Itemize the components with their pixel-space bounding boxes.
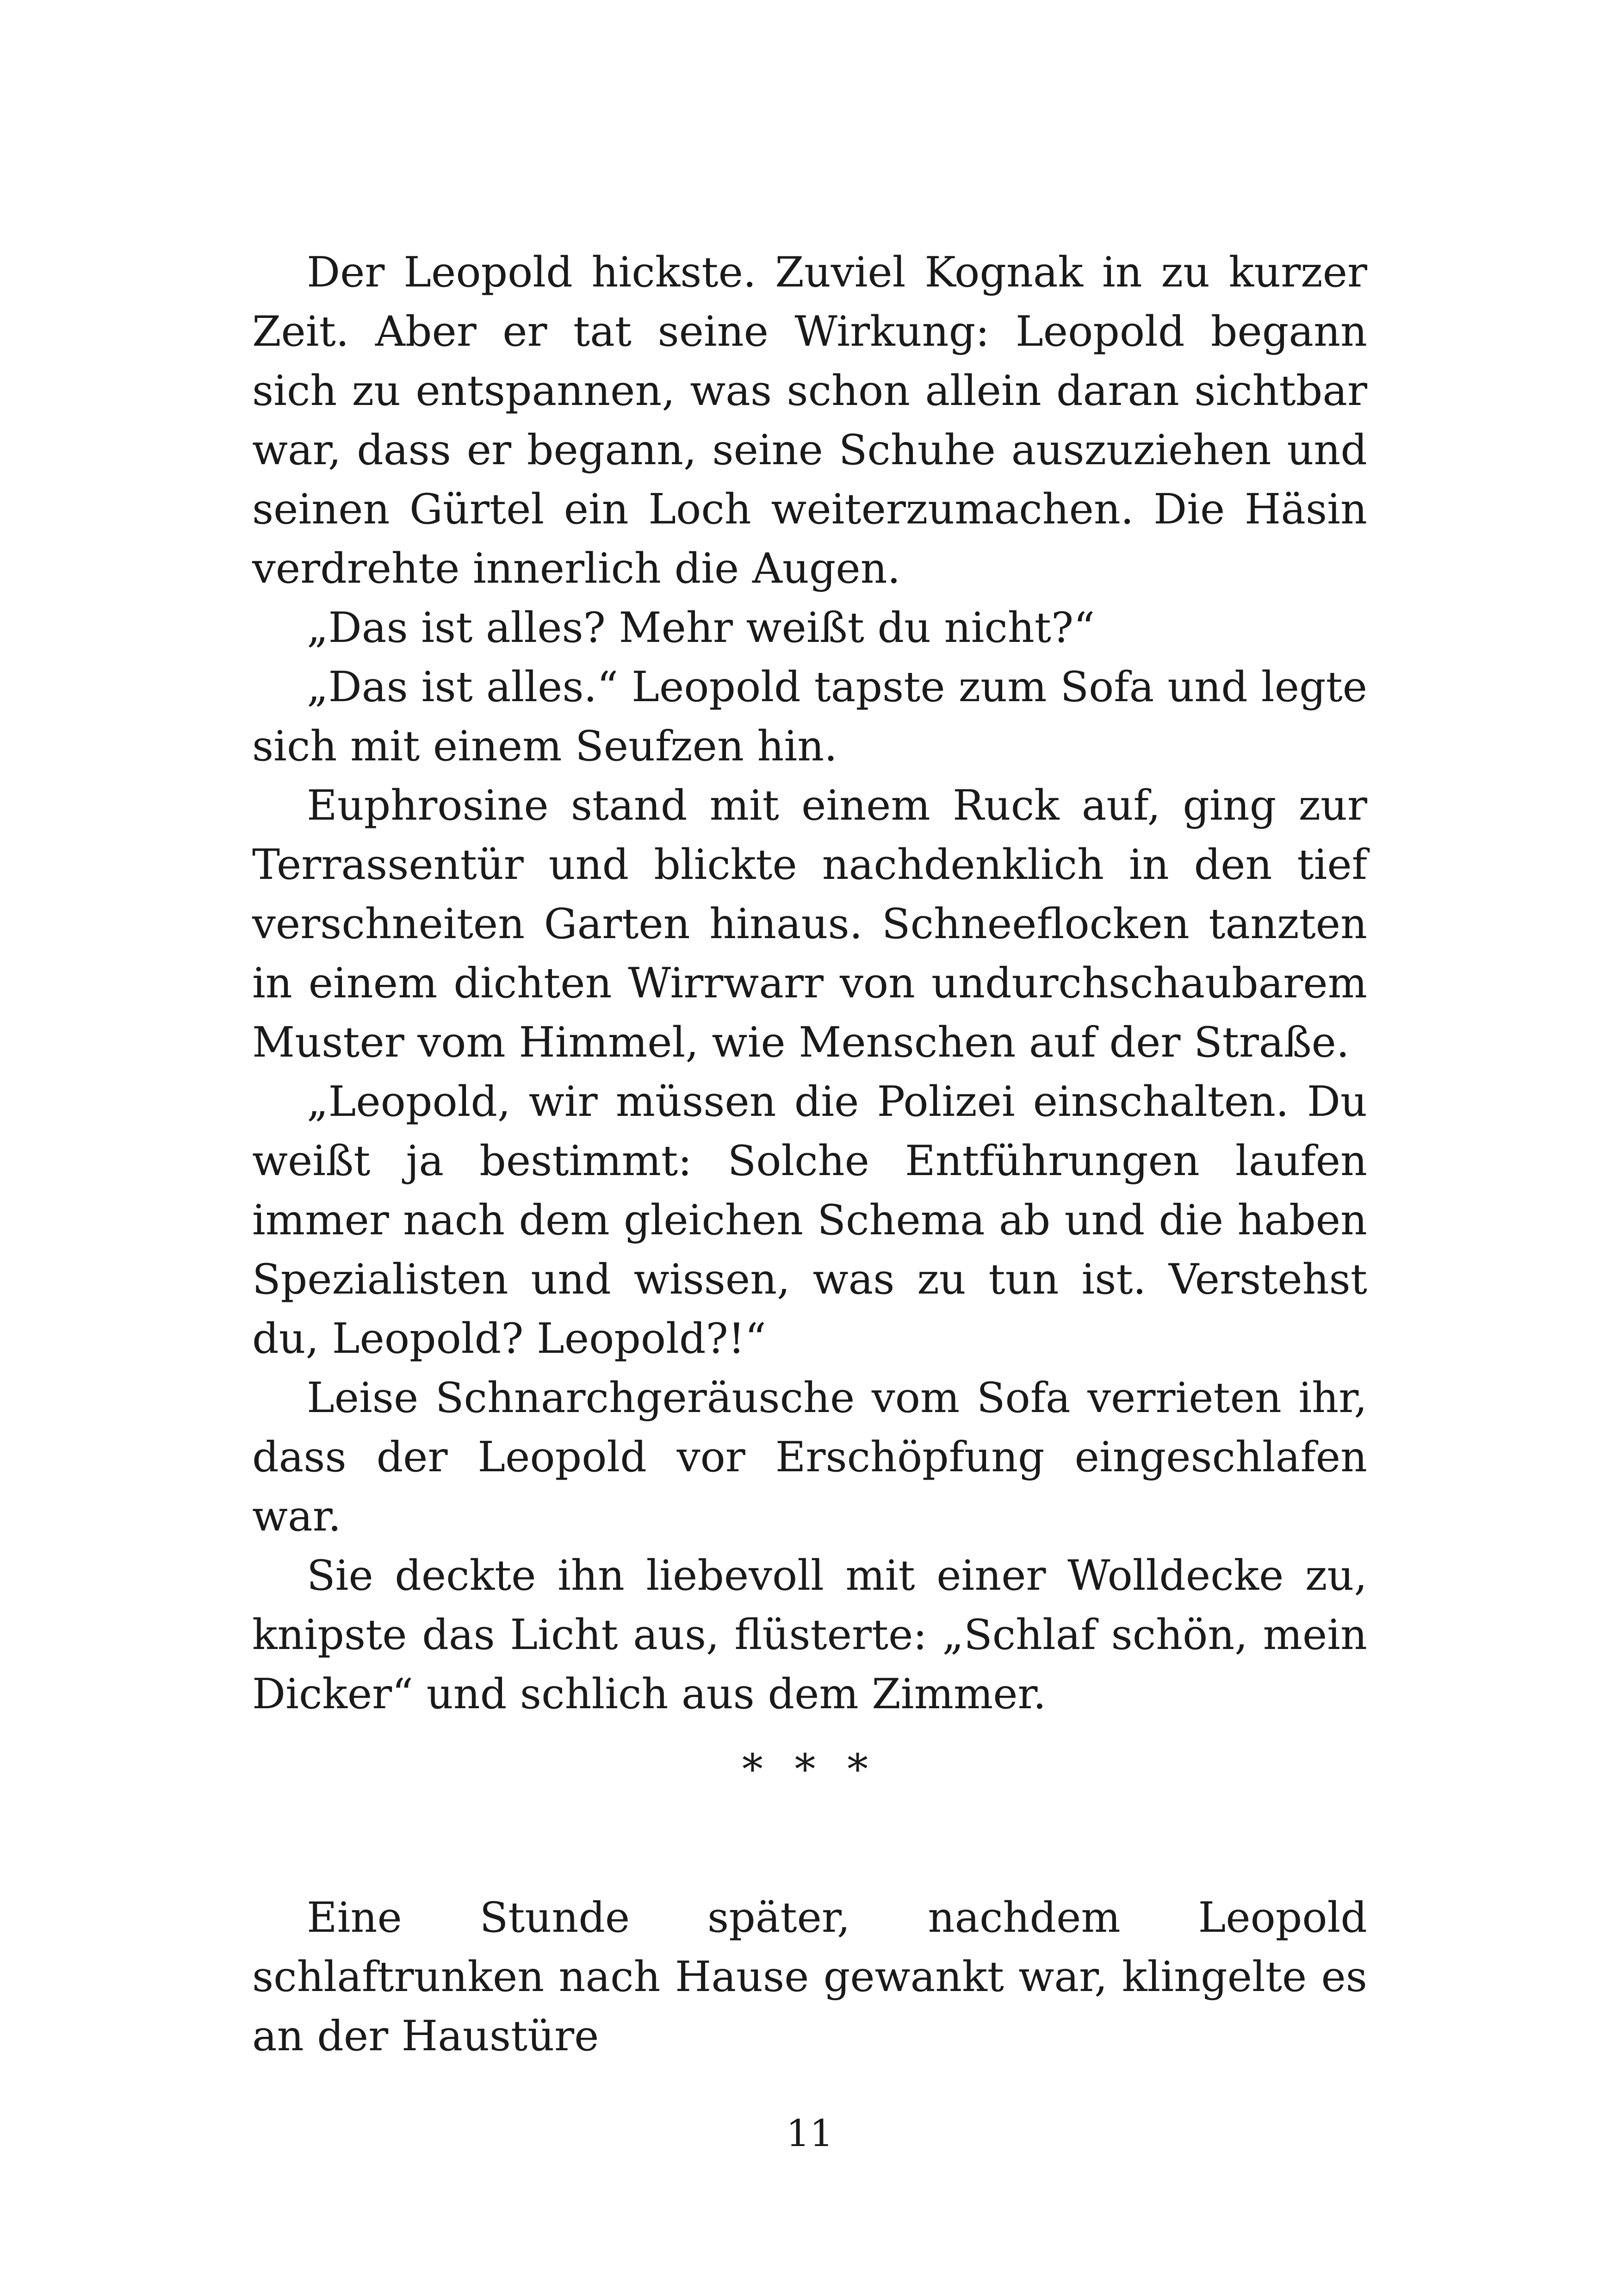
paragraph-8: Eine Stunde später, nachdem Leopold schlaftrunken nach Hause gewankt war, klingelte es an der Haustüre [252,1893,1367,2060]
page-number: 11 [786,2112,833,2155]
paragraph-1: Der Leopold hickste. Zuviel Kognak in zu kurzer Zeit. Aber er tat seine Wirkung: Leopold begann sich zu entspannen, was schon allein daran sichtbar war, dass er begann, seine Schuhe auszuziehen und seinen Gürtel ein Loch weiterzumachen. Die Häsin verdrehte innerlich die Augen. [252,248,1367,593]
section-1-text [252,243,1367,1724]
section-2-text [252,1888,1367,2066]
scene-break: * * * [742,1745,878,1794]
paragraph-2: „Das ist alles? Mehr weißt du nicht?“ [307,604,1095,652]
paragraph-7: Sie deckte ihn liebevoll mit einer Wolldecke zu, knipste das Licht aus, flüsterte: „Schlaf schön, mein Dicker“ und schlich aus dem Zimmer. [252,1551,1367,1718]
paragraph-6: Leise Schnarchgeräusche vom Sofa verrieten ihr, dass der Leopold vor Erschöpfung eingeschlafen war. [252,1374,1367,1541]
paragraph-5: „Leopold, wir müssen die Polizei einschalten. Du weißt ja bestimmt: Solche Entführungen laufen immer nach dem gleichen Schema ab und die haben Spezialisten und wissen, was zu tun ist. Verstehst du, Leopold? Leopold?!“ [252,1077,1367,1363]
paragraph-3: „Das ist alles.“ Leopold tapste zum Sofa und legte sich mit einem Seufzen hin. [252,663,1367,771]
paragraph-4: Euphrosine stand mit einem Ruck auf, ging zur Terrassentür und blickte nachdenklich in den tief verschneiten Garten hinaus. Schneeflocken tanzten in einem dichten Wirrwarr von undurchschaubarem Muster vom Himmel, wie Menschen auf der Straße. [252,781,1367,1067]
